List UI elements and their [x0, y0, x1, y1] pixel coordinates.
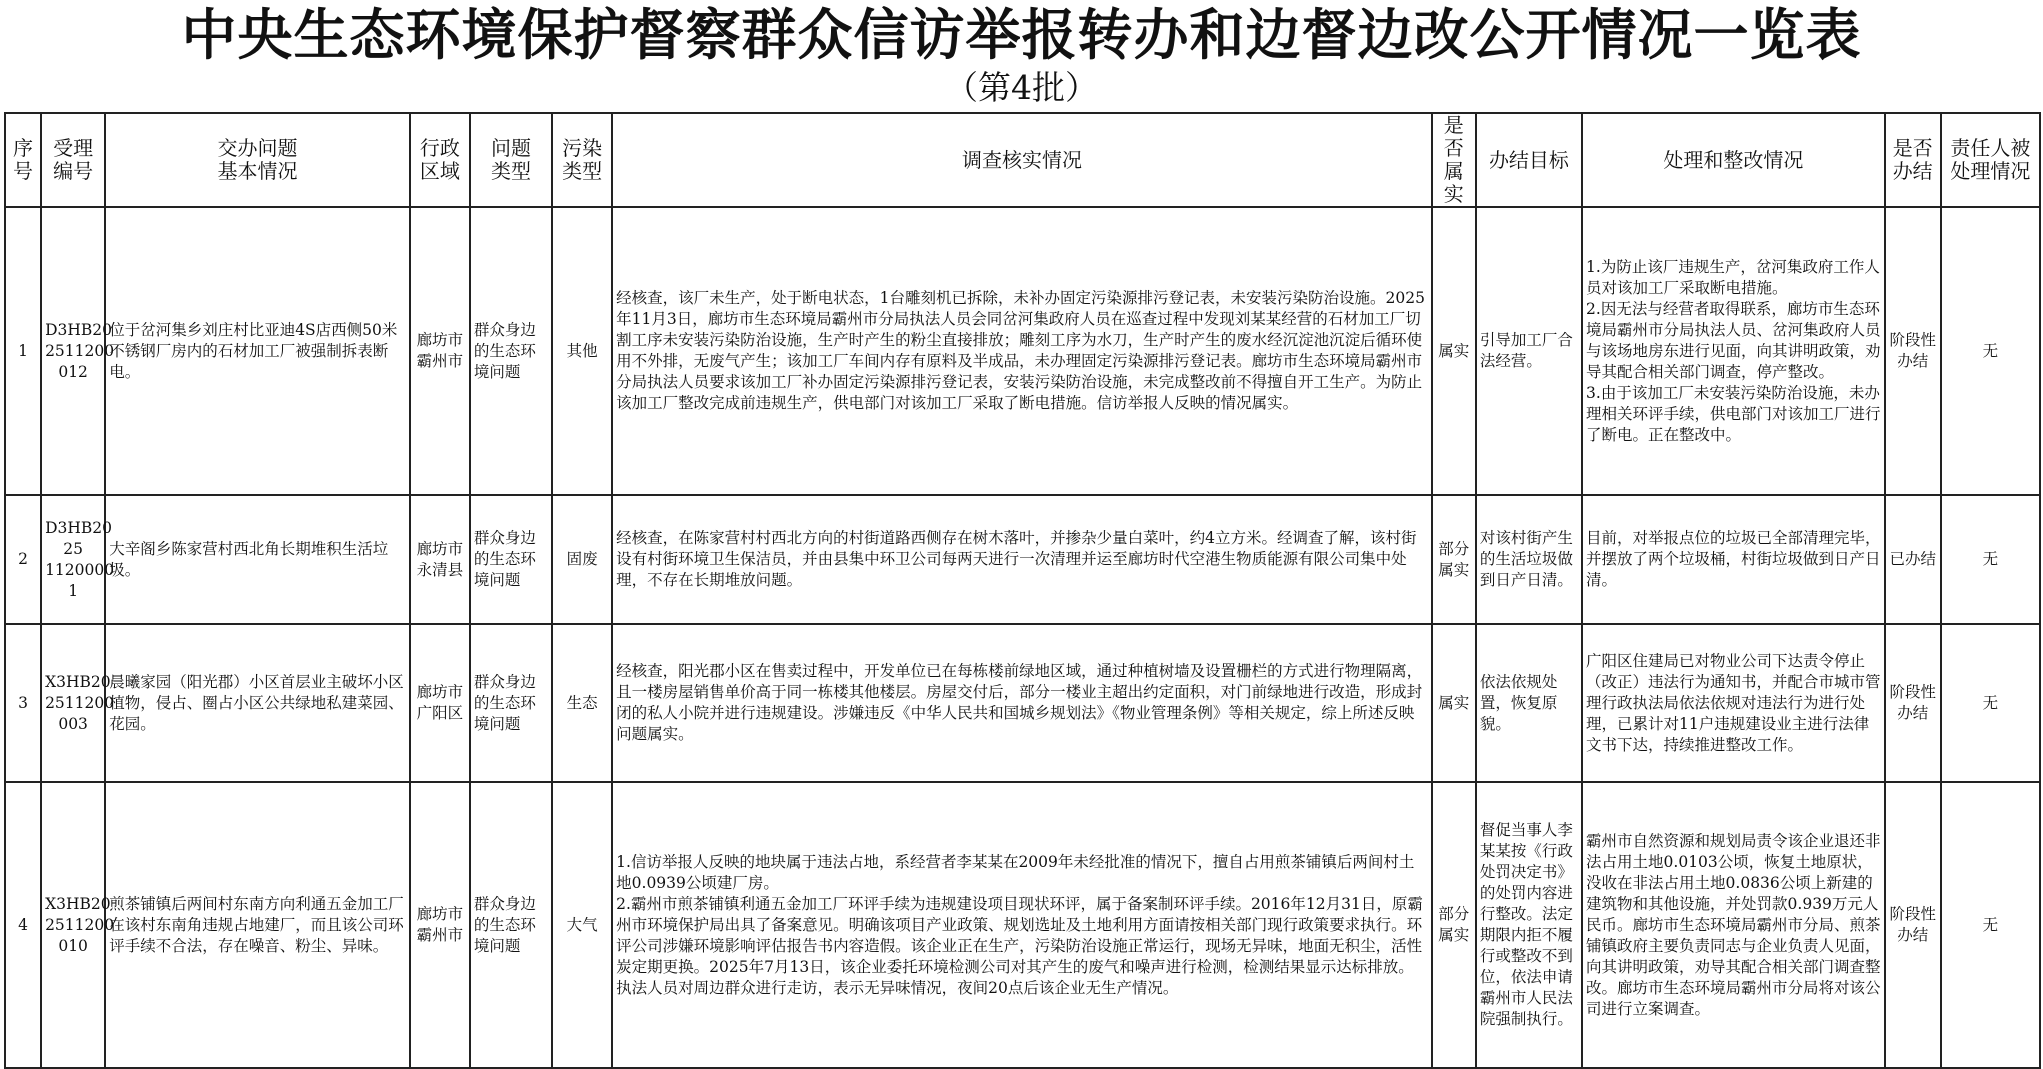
cell-verified: 属实: [1432, 624, 1476, 782]
cell-pollution: 其他: [552, 207, 612, 495]
cell-goal: 引导加工厂合法经营。: [1476, 207, 1582, 495]
table-row: [5, 624, 2040, 782]
header-pollution: 污染 类型: [552, 113, 612, 207]
header-type: 问题 类型: [470, 113, 552, 207]
header-region: 行政 区域: [410, 113, 470, 207]
cell-region: 廊坊市 广阳区: [410, 624, 470, 782]
cell-goal: 对该村街产生的生活垃圾做到日产日清。: [1476, 495, 1582, 624]
cell-type: 群众身边的生态环境问题: [470, 207, 552, 495]
cell-seq: 3: [5, 624, 41, 782]
cell-accountability: 无: [1941, 624, 2040, 782]
cell-verified: 属实: [1432, 207, 1476, 495]
cell-investigation: 经核查，阳光郡小区在售卖过程中，开发单位已在每栋楼前绿地区域，通过种植树墙及设置栅栏的方式进行物理隔离，且一楼房屋销售单价高于同一栋楼其他楼层。房屋交付后，部分一楼业主超出约定面积，对门前绿地进行改造，形成封闭的私人小院并进行违规建设。涉嫌违反《中华人民共和国城乡规划法》《物业管理条例》等相关规定，综上所述反映问题属实。: [612, 624, 1432, 782]
cell-investigation: 1.信访举报人反映的地块属于违法占地，系经营者李某某在2009年未经批准的情况下，擅自占用煎茶铺镇后两间村土地0.0939公顷建厂房。 2.霸州市煎茶铺镇利通五金加工厂环评手续为违规建设项目现状环评，属于备案制环评手续。2016年12月31日，原霸州市环境保护局出具了备案意见。明确该项目产业政策、规划选址及土地利用方面请按相关部门现行政策要求执行。环评公司涉嫌环境影响评估报告书内容造假。该企业正在生产，污染防治设施正常运行，现场无异味，地面无积尘，活性炭定期更换。2025年7月13日，该企业委托环境检测公司对其产生的废气和噪声进行检测，检测结果显示达标排放。执法人员对周边群众进行走访，表示无异味情况，夜间20点后该企业无生产情况。: [612, 782, 1432, 1068]
table-row: [5, 782, 2040, 1068]
cell-verified: 部分属实: [1432, 782, 1476, 1068]
cell-pollution: 大气: [552, 782, 612, 1068]
cell-accountability: 无: [1941, 495, 2040, 624]
cell-issue: 位于岔河集乡刘庄村比亚迪4S店西侧50米不锈钢厂房内的石材加工厂被强制拆表断电。: [105, 207, 410, 495]
cell-investigation: 经核查，在陈家营村村西北方向的村街道路西侧存在树木落叶，并掺杂少量白菜叶，约4立方米。经调查了解，该村街设有村街环境卫生保洁员，并由县集中环卫公司每两天进行一次清理并运至廊坊时代空港生物质能源有限公司集中处理，不存在长期堆放问题。: [612, 495, 1432, 624]
header-handling: 处理和整改情况: [1582, 113, 1885, 207]
cell-accountability: 无: [1941, 782, 2040, 1068]
batch-subtitle: （第4批）: [945, 68, 1098, 107]
cell-issue: 大辛阁乡陈家营村西北角长期堆积生活垃圾。: [105, 495, 410, 624]
header-goal: 办结目标: [1476, 113, 1582, 207]
page-title: 中央生态环境保护督察群众信访举报转办和边督边改公开情况一览表: [181, 2, 1862, 67]
cell-region: 廊坊市 永清县: [410, 495, 470, 624]
cell-accountability: 无: [1941, 207, 2040, 495]
cell-handling: 目前，对举报点位的垃圾已全部清理完毕，并摆放了两个垃圾桶，村街垃圾做到日产日清。: [1582, 495, 1885, 624]
cell-type: 群众身边的生态环境问题: [470, 624, 552, 782]
table-row: [5, 495, 2040, 624]
table-header: [5, 113, 2040, 207]
cell-handling: 1.为防止该厂违规生产，岔河集政府工作人员对该加工厂采取断电措施。 2.因无法与经营者取得联系，廊坊市生态环境局霸州市分局执法人员、岔河集政府人员与该场地房东进行见面，向其讲明政策，劝导其配合相关部门调查，停产整改。 3.由于该加工厂未安装污染防治设施，未办理相关环评手续，供电部门对该加工厂进行了断电。正在整改中。: [1582, 207, 1885, 495]
cell-goal: 督促当事人李某某按《行政处罚决定书》的处罚内容进行整改。法定期限内拒不履行或整改不到位，依法申请霸州市人民法院强制执行。: [1476, 782, 1582, 1068]
header-verified: 是否 属实: [1432, 113, 1476, 207]
header-seq: 序 号: [5, 113, 41, 207]
cell-pollution: 生态: [552, 624, 612, 782]
cell-seq: 1: [5, 207, 41, 495]
cell-verified: 部分属实: [1432, 495, 1476, 624]
header-accountability: 责任人被 处理情况: [1941, 113, 2040, 207]
cell-closed: 已办结: [1885, 495, 1941, 624]
cell-seq: 4: [5, 782, 41, 1068]
cell-type: 群众身边的生态环境问题: [470, 782, 552, 1068]
cell-id: D3HB20 25 1120000 1: [41, 495, 105, 624]
cell-id: X3HB20 2511200 010: [41, 782, 105, 1068]
cell-region: 廊坊市 霸州市: [410, 207, 470, 495]
cell-region: 廊坊市 霸州市: [410, 782, 470, 1068]
table-row: [5, 207, 2040, 495]
cell-id: X3HB20 2511200 003: [41, 624, 105, 782]
cell-handling: 霸州市自然资源和规划局责令该企业退还非法占用土地0.0103公顷，恢复土地原状，没收在非法占用土地0.0836公顷上新建的建筑物和其他设施，并处罚款0.939万元人民币。廊坊市生态环境局霸州市分局、煎茶铺镇政府主要负责同志与企业负责人见面，向其讲明政策，劝导其配合相关部门调查整改。廊坊市生态环境局霸州市分局将对该公司进行立案调查。: [1582, 782, 1885, 1068]
cell-goal: 依法依规处置，恢复原貌。: [1476, 624, 1582, 782]
cell-closed: 阶段性办结: [1885, 782, 1941, 1068]
cell-issue: 晨曦家园（阳光郡）小区首层业主破坏小区植物，侵占、圈占小区公共绿地私建菜园、花园。: [105, 624, 410, 782]
cell-pollution: 固废: [552, 495, 612, 624]
cell-closed: 阶段性办结: [1885, 207, 1941, 495]
complaints-table: [4, 112, 2041, 1069]
header-closed: 是否 办结: [1885, 113, 1941, 207]
cell-issue: 煎茶铺镇后两间村东南方向利通五金加工厂在该村东南角违规占地建厂，而且该公司环评手续不合法，存在噪音、粉尘、异味。: [105, 782, 410, 1068]
cell-id: D3HB20 2511200 012: [41, 207, 105, 495]
cell-type: 群众身边的生态环境问题: [470, 495, 552, 624]
header-investigation: 调查核实情况: [612, 113, 1432, 207]
cell-seq: 2: [5, 495, 41, 624]
header-issue: 交办问题 基本情况: [105, 113, 410, 207]
cell-investigation: 经核查，该厂未生产，处于断电状态，1台雕刻机已拆除，未补办固定污染源排污登记表，未安装污染防治设施。2025年11月3日，廊坊市生态环境局霸州市分局执法人员会同岔河集政府人员在巡查过程中发现刘某某经营的石材加工厂切割工序未安装污染防治设施，生产时产生的粉尘直接排放；雕刻工序为水刀，生产时产生的废水经沉淀池沉淀后循环使用不外排，无废气产生；该加工厂车间内存有原料及半成品，未办理固定污染源排污登记表。廊坊市生态环境局霸州市分局执法人员要求该加工厂补办固定污染源排污登记表，安装污染防治设施，未完成整改前不得擅自开工生产。为防止该加工厂整改完成前违规生产，供电部门对该加工厂采取了断电措施。信访举报人反映的情况属实。: [612, 207, 1432, 495]
header-id: 受理 编号: [41, 113, 105, 207]
cell-handling: 广阳区住建局已对物业公司下达责令停止（改正）违法行为通知书，并配合市城市管理行政执法局依法依规对违法行为进行处理，已累计对11户违规建设业主进行法律文书下达，持续推进整改工作。: [1582, 624, 1885, 782]
cell-closed: 阶段性办结: [1885, 624, 1941, 782]
